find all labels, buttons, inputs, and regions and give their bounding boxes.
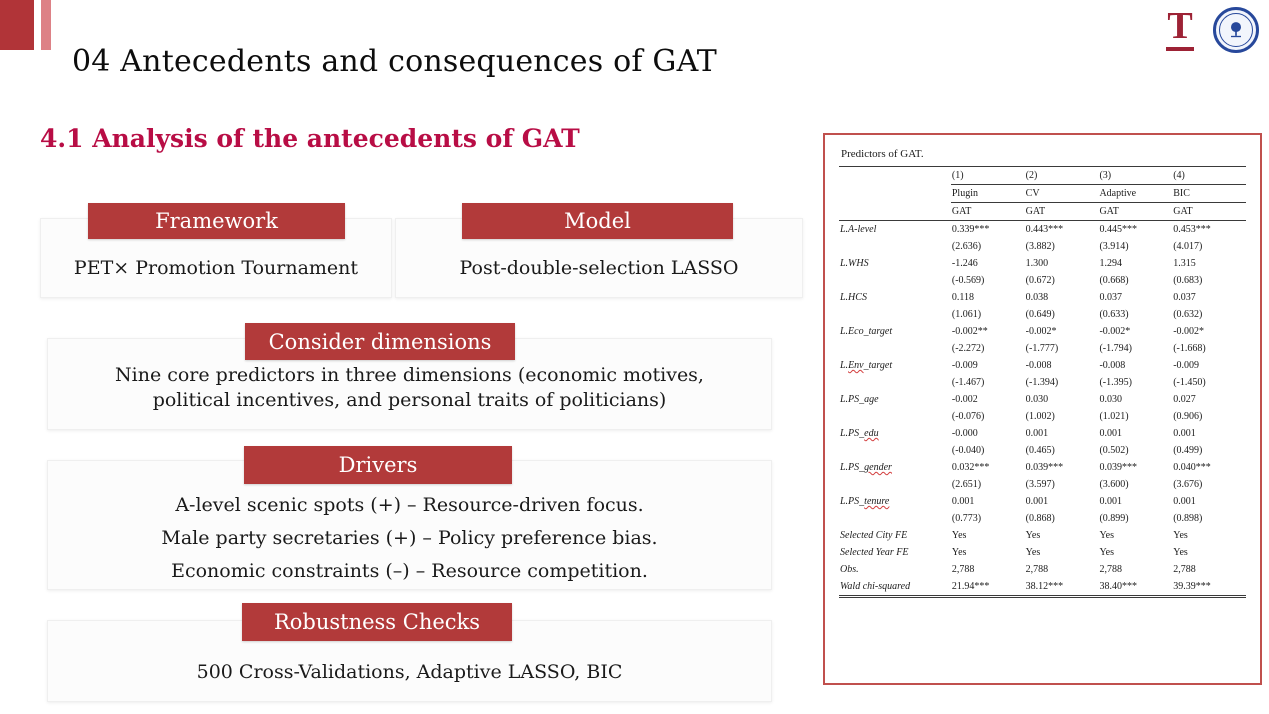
coefficient-cell: 0.030	[1025, 394, 1049, 405]
temple-university-logo	[1158, 6, 1202, 56]
col-number: (2)	[1025, 167, 1099, 185]
title-accent-bar-light	[41, 0, 51, 50]
coefficient-cell: -1.246	[951, 258, 978, 269]
section-heading: 4.1 Analysis of the antecedents of GAT	[40, 124, 580, 153]
tstat-cell: (-1.777)	[1025, 343, 1059, 354]
model-body: Post-double-selection LASSO	[459, 257, 739, 279]
coefficient-cell: Yes	[1173, 530, 1188, 541]
row-label: L.A-level	[840, 224, 877, 235]
coefficient-cell: -0.002**	[951, 326, 988, 337]
tstat-cell: (0.633)	[1099, 309, 1129, 320]
coefficient-cell: 1.294	[1099, 258, 1122, 269]
robustness-header: Robustness Checks	[242, 603, 512, 641]
title-accent-bar-dark	[0, 0, 34, 50]
coefficient-cell: 0.001	[1099, 428, 1122, 439]
row-label: L.PS_gender	[840, 462, 892, 473]
temple-t-base-bar	[1166, 47, 1194, 51]
row-label-empty	[839, 476, 951, 493]
coefficient-cell: 0.030	[1099, 394, 1122, 405]
table-row-tstat	[839, 340, 1246, 357]
coefficient-cell: 2,788	[1173, 564, 1196, 575]
university-seal-icon	[1213, 7, 1259, 53]
row-label: L.PS_age	[840, 394, 879, 405]
col-depvar: GAT	[1098, 203, 1172, 221]
tstat-cell: (0.632)	[1173, 309, 1203, 320]
tstat-cell: (0.868)	[1025, 513, 1055, 524]
row-label-empty	[839, 374, 951, 391]
tstat-cell: (3.597)	[1025, 479, 1055, 490]
row-label: L.WHS	[840, 258, 869, 269]
framework-header: Framework	[88, 203, 345, 239]
coefficient-cell: Yes	[1025, 530, 1041, 541]
row-label: L.Env_target	[840, 360, 893, 371]
coefficient-cell: 0.027	[1173, 394, 1196, 405]
coefficient-cell: 0.453***	[1173, 224, 1211, 235]
table-row	[839, 391, 1246, 408]
coefficient-cell: 0.039***	[1025, 462, 1064, 473]
coefficient-cell: -0.008	[1025, 360, 1052, 371]
coefficient-cell: -0.009	[951, 360, 978, 371]
table-row	[839, 357, 1246, 374]
coefficient-cell: 0.038	[1025, 292, 1049, 303]
coefficient-cell: 1.315	[1173, 258, 1196, 269]
drivers-line-1: A-level scenic spots (+) – Resource-driven focus.	[175, 494, 644, 516]
tstat-cell: (0.683)	[1173, 275, 1203, 286]
tstat-cell: (0.672)	[1025, 275, 1055, 286]
row-label-empty	[839, 510, 951, 527]
coefficient-cell: 38.12***	[1025, 578, 1099, 597]
framework-body: PET× Promotion Tournament	[73, 257, 359, 279]
col-number: (4)	[1172, 167, 1246, 185]
col-method: BIC	[1172, 185, 1246, 203]
table-row	[839, 255, 1246, 272]
coefficient-cell: 21.94***	[951, 578, 1025, 597]
tstat-cell: (0.773)	[951, 513, 982, 524]
tstat-cell: (3.600)	[1099, 479, 1129, 490]
dimensions-body	[48, 363, 771, 413]
coefficient-cell: 2,788	[951, 564, 975, 575]
coefficient-cell: -0.002*	[1099, 326, 1131, 337]
col-number: (1)	[951, 167, 1025, 185]
row-label: Selected City FE	[840, 530, 908, 541]
coefficient-cell: 38.40***	[1098, 578, 1172, 597]
coefficient-cell: 2,788	[1099, 564, 1122, 575]
regression-table	[839, 167, 1246, 598]
coefficient-cell: 0.039***	[1099, 462, 1137, 473]
coefficient-cell: Yes	[1025, 547, 1041, 558]
table-stub-cell	[839, 167, 951, 185]
tstat-cell: (-0.040)	[951, 445, 985, 456]
table-row-tstat	[839, 510, 1246, 527]
col-depvar: GAT	[951, 203, 1025, 221]
row-label-empty	[839, 340, 951, 357]
tstat-cell: (-1.794)	[1099, 343, 1132, 354]
tstat-cell: (0.502)	[1099, 445, 1129, 456]
tstat-cell: (-0.569)	[951, 275, 985, 286]
tstat-cell: (3.914)	[1099, 241, 1129, 252]
col-method: CV	[1025, 185, 1099, 203]
tstat-cell: (0.465)	[1025, 445, 1055, 456]
coefficient-cell: 0.001	[1173, 428, 1196, 439]
table-caption: Predictors of GAT.	[839, 146, 1246, 167]
tstat-cell: (3.676)	[1173, 479, 1203, 490]
table-stub-cell	[839, 203, 951, 221]
drivers-header: Drivers	[244, 446, 512, 484]
coefficient-cell: 0.040***	[1173, 462, 1211, 473]
tstat-cell: (2.651)	[951, 479, 982, 490]
table-row-tstat	[839, 272, 1246, 289]
coefficient-cell: 1.300	[1025, 258, 1049, 269]
tstat-cell: (1.061)	[951, 309, 982, 320]
table-row-tstat	[839, 408, 1246, 425]
tstat-cell: (-2.272)	[951, 343, 985, 354]
dimensions-line-1: Nine core predictors in three dimensions (economic motives,	[115, 364, 704, 386]
tstat-cell: (2.636)	[951, 241, 982, 252]
table-row	[839, 289, 1246, 306]
table-row-tstat	[839, 442, 1246, 459]
tstat-cell: (3.882)	[1025, 241, 1055, 252]
coefficient-cell: Yes	[1099, 547, 1114, 558]
drivers-line-2: Male party secretaries (+) – Policy preference bias.	[161, 527, 658, 549]
tstat-cell: (0.906)	[1173, 411, 1203, 422]
table-row	[839, 493, 1246, 510]
row-label: Obs.	[840, 564, 859, 575]
table-row-tstat	[839, 238, 1246, 255]
col-number: (3)	[1098, 167, 1172, 185]
coefficient-cell: -0.000	[951, 428, 978, 439]
coefficient-cell: 0.118	[951, 292, 975, 303]
table-row	[839, 425, 1246, 442]
row-label-empty	[839, 442, 951, 459]
coefficient-cell: -0.002	[951, 394, 978, 405]
coefficient-cell: Yes	[951, 530, 967, 541]
table-row-tstat	[839, 476, 1246, 493]
tstat-cell: (-1.394)	[1025, 377, 1059, 388]
tstat-cell: (0.668)	[1099, 275, 1129, 286]
seal-tree-icon	[1226, 20, 1246, 40]
coefficient-cell: 0.001	[1173, 496, 1196, 507]
coefficient-cell: 0.445***	[1099, 224, 1137, 235]
row-label-empty	[839, 306, 951, 323]
coefficient-cell: -0.009	[1173, 360, 1200, 371]
tstat-cell: (-1.668)	[1173, 343, 1206, 354]
coefficient-cell: -0.008	[1099, 360, 1126, 371]
tstat-cell: (4.017)	[1173, 241, 1203, 252]
row-label: L.Eco_target	[840, 326, 893, 337]
dimensions-header: Consider dimensions	[245, 323, 515, 360]
coefficient-cell: 0.032***	[951, 462, 990, 473]
coefficient-cell: 0.001	[951, 496, 975, 507]
model-header: Model	[462, 203, 733, 239]
table-row-tstat	[839, 374, 1246, 391]
row-label: L.PS_tenure	[840, 496, 890, 507]
tstat-cell: (-1.450)	[1173, 377, 1206, 388]
table-row	[839, 221, 1246, 239]
temple-t-icon: T	[1167, 5, 1193, 47]
table-stub-cell	[839, 185, 951, 203]
table-col-number-row	[839, 167, 1246, 185]
robustness-body: 500 Cross-Validations, Adaptive LASSO, BIC	[196, 661, 623, 683]
tstat-cell: (-1.467)	[951, 377, 985, 388]
table-row-tstat	[839, 306, 1246, 323]
coefficient-cell: Yes	[951, 547, 967, 558]
table-depvar-row	[839, 203, 1246, 221]
table-row	[839, 544, 1246, 561]
table-row	[839, 578, 1246, 597]
regression-table-panel	[823, 133, 1262, 685]
coefficient-cell: 0.001	[1025, 428, 1049, 439]
drivers-body	[48, 489, 771, 588]
coefficient-cell: 0.037	[1099, 292, 1122, 303]
coefficient-cell: 0.339***	[951, 224, 990, 235]
coefficient-cell: Yes	[1099, 530, 1114, 541]
coefficient-cell: 2,788	[1025, 564, 1049, 575]
tstat-cell: (1.021)	[1099, 411, 1129, 422]
row-label: L.HCS	[840, 292, 867, 303]
tstat-cell: (0.649)	[1025, 309, 1055, 320]
dimensions-line-2: political incentives, and personal traits of politicians)	[152, 389, 667, 411]
university-seal-inner-ring	[1219, 13, 1253, 47]
coefficient-cell: 0.037	[1173, 292, 1196, 303]
tstat-cell: (0.899)	[1099, 513, 1129, 524]
drivers-line-3: Economic constraints (–) – Resource competition.	[171, 560, 648, 582]
row-label: Wald chi-squared	[839, 578, 951, 597]
table-method-row	[839, 185, 1246, 203]
table-body	[839, 221, 1246, 597]
row-label-empty	[839, 408, 951, 425]
coefficient-cell: Yes	[1173, 547, 1188, 558]
table-row	[839, 459, 1246, 476]
tstat-cell: (-0.076)	[951, 411, 985, 422]
table-row	[839, 527, 1246, 544]
table-row	[839, 561, 1246, 578]
coefficient-cell: -0.002*	[1025, 326, 1057, 337]
col-method: Plugin	[951, 185, 1025, 203]
row-label-empty	[839, 272, 951, 289]
coefficient-cell: -0.002*	[1173, 326, 1205, 337]
coefficient-cell: 0.443***	[1025, 224, 1064, 235]
tstat-cell: (0.499)	[1173, 445, 1203, 456]
coefficient-cell: 0.001	[1099, 496, 1122, 507]
col-depvar: GAT	[1025, 203, 1099, 221]
col-method: Adaptive	[1098, 185, 1172, 203]
tstat-cell: (-1.395)	[1099, 377, 1132, 388]
table-header	[839, 167, 1246, 221]
row-label: Selected Year FE	[840, 547, 909, 558]
coefficient-cell: 39.39***	[1172, 578, 1246, 597]
coefficient-cell: 0.001	[1025, 496, 1049, 507]
col-depvar: GAT	[1172, 203, 1246, 221]
row-label-empty	[839, 238, 951, 255]
tstat-cell: (1.002)	[1025, 411, 1055, 422]
tstat-cell: (0.898)	[1173, 513, 1203, 524]
slide-title: 04 Antecedents and consequences of GAT	[72, 44, 717, 79]
table-row	[839, 323, 1246, 340]
row-label: L.PS_edu	[840, 428, 879, 439]
